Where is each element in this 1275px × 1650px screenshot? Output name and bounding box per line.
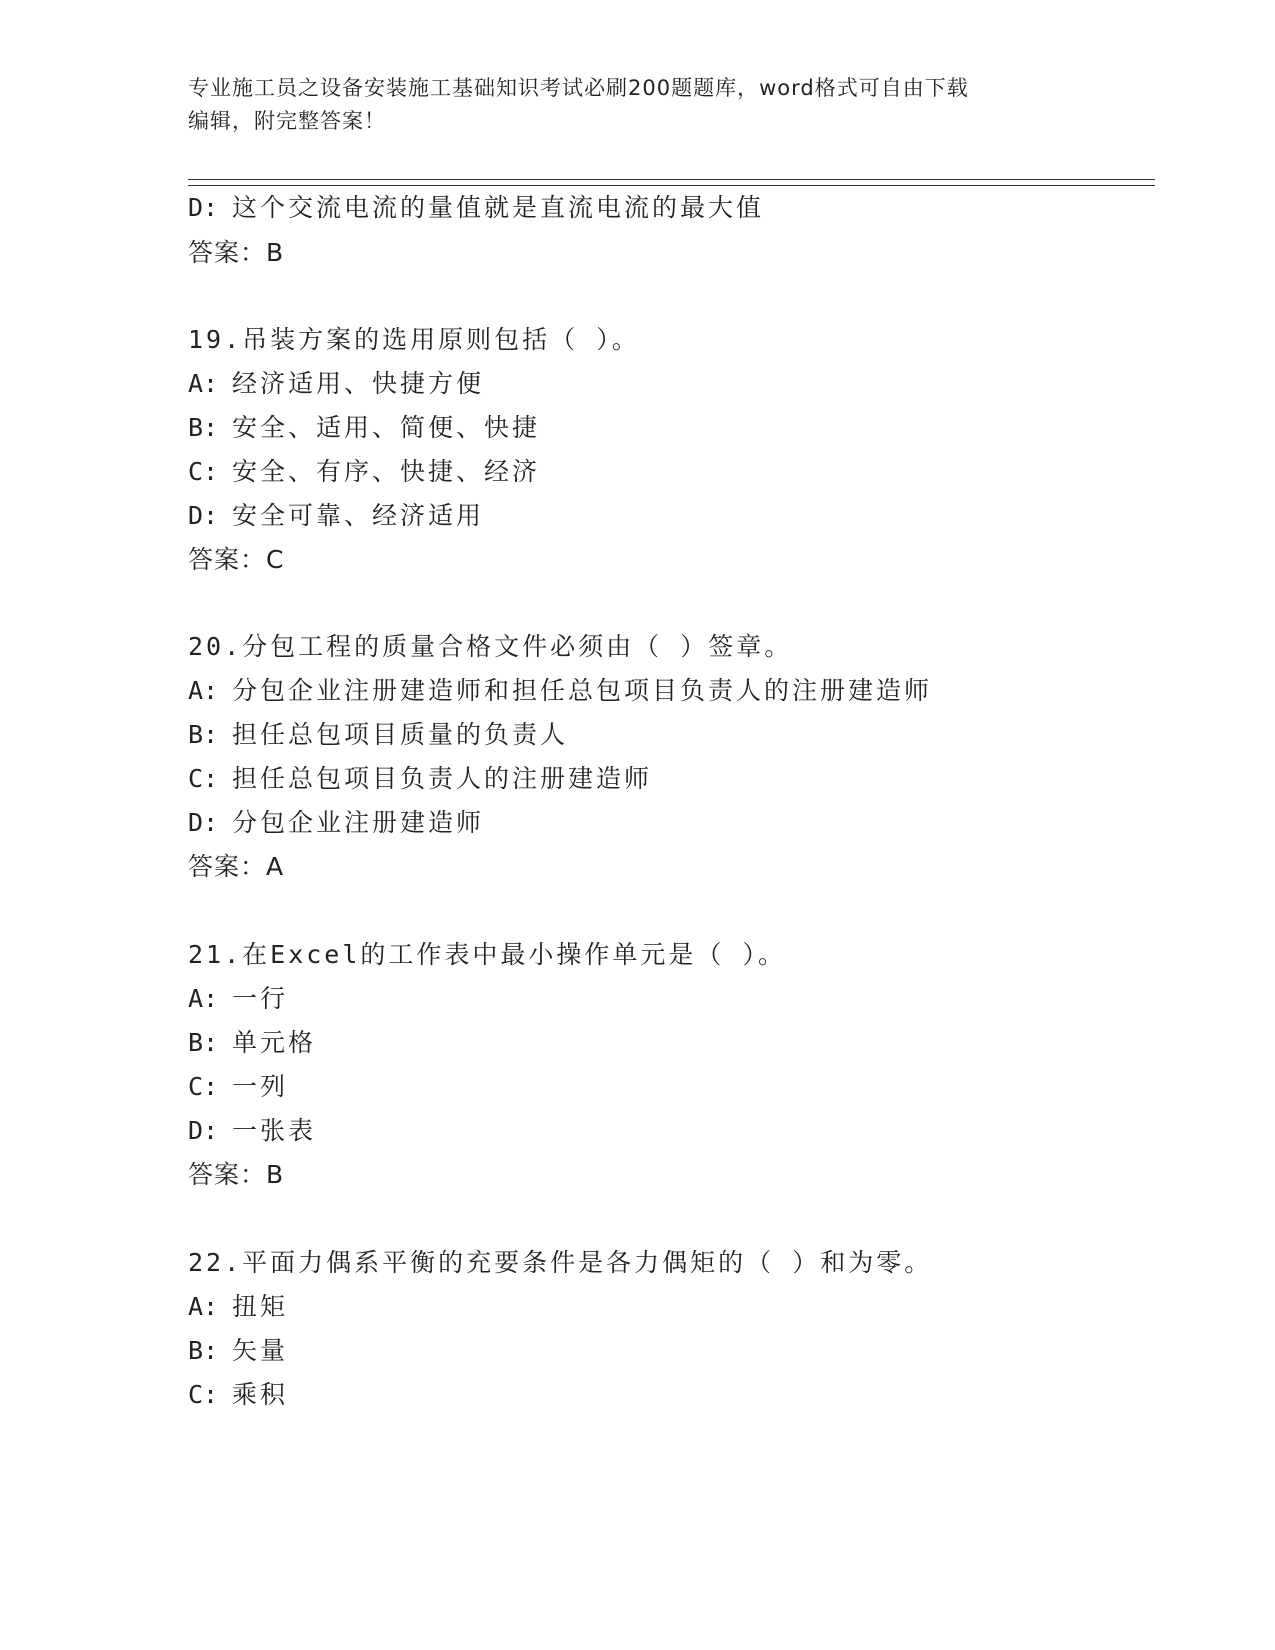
option-label: C: <box>188 1380 219 1409</box>
header-title-line-2: 编辑，附完整答案！ <box>188 109 386 133</box>
question-22-option-a <box>188 1292 288 1322</box>
option-label: C: <box>188 764 219 793</box>
question-21-option-b <box>188 1028 316 1058</box>
option-label: B: <box>188 1028 219 1057</box>
option-label: C: <box>188 457 219 486</box>
question-19-answer: 答案：C <box>188 545 285 574</box>
option-label: B: <box>188 413 219 442</box>
question-19-option-c <box>188 457 540 487</box>
option-text: 一列 <box>232 1072 289 1101</box>
option-label: A: <box>188 676 219 705</box>
question-19-stem: 19.吊装方案的选用原则包括（ ）。 <box>188 325 640 354</box>
question-21-option-a <box>188 984 288 1014</box>
question-21-stem: 21.在Excel的工作表中最小操作单元是（ ）。 <box>188 940 786 969</box>
option-text: 扭矩 <box>232 1292 289 1321</box>
question-19-option-d <box>188 501 484 531</box>
header-divider <box>188 179 1155 186</box>
question-19-option-b <box>188 413 540 443</box>
question-20-option-d <box>188 808 484 838</box>
option-label: D: <box>188 193 219 222</box>
option-label: D: <box>188 1116 219 1145</box>
question-19-option-a <box>188 369 484 399</box>
option-text: 分包企业注册建造师和担任总包项目负责人的注册建造师 <box>232 676 933 705</box>
question-22-option-b <box>188 1336 288 1366</box>
document-header <box>188 72 1068 138</box>
option-label: A: <box>188 1292 219 1321</box>
option-text: 安全可靠、经济适用 <box>232 501 485 530</box>
option-text: 安全、有序、快捷、经济 <box>232 457 541 486</box>
question-21-option-c <box>188 1072 288 1102</box>
option-label: C: <box>188 1072 219 1101</box>
option-label: D: <box>188 808 219 837</box>
option-label: A: <box>188 984 219 1013</box>
option-label: A: <box>188 369 219 398</box>
option-text: 一行 <box>232 984 289 1013</box>
prev-question-option-d <box>188 193 764 223</box>
question-22-stem: 22.平面力偶系平衡的充要条件是各力偶矩的（ ）和为零。 <box>188 1248 933 1277</box>
option-text: 乘积 <box>232 1380 289 1409</box>
question-20-option-a <box>188 676 932 706</box>
question-21-answer: 答案：B <box>188 1160 285 1189</box>
option-text: 这个交流电流的量值就是直流电流的最大值 <box>232 193 765 222</box>
question-22-option-c <box>188 1380 288 1410</box>
option-text: 分包企业注册建造师 <box>232 808 485 837</box>
option-label: D: <box>188 501 219 530</box>
option-label: B: <box>188 720 219 749</box>
option-text: 安全、适用、简便、快捷 <box>232 413 541 442</box>
question-20-option-b <box>188 720 568 750</box>
header-title-line-1: 专业施工员之设备安装施工基础知识考试必刷200题题库，word格式可自由下载 <box>188 76 969 100</box>
question-20-stem: 20.分包工程的质量合格文件必须由（ ）签章。 <box>188 632 793 661</box>
option-text: 担任总包项目负责人的注册建造师 <box>232 764 653 793</box>
question-20-option-c <box>188 764 652 794</box>
option-text: 一张表 <box>232 1116 317 1145</box>
option-text: 经济适用、快捷方便 <box>232 369 485 398</box>
option-text: 担任总包项目质量的负责人 <box>232 720 569 749</box>
option-text: 矢量 <box>232 1336 289 1365</box>
option-label: B: <box>188 1336 219 1365</box>
prev-question-answer: 答案：B <box>188 238 285 267</box>
question-21-option-d <box>188 1116 316 1146</box>
option-text: 单元格 <box>232 1028 317 1057</box>
question-20-answer: 答案：A <box>188 852 285 881</box>
